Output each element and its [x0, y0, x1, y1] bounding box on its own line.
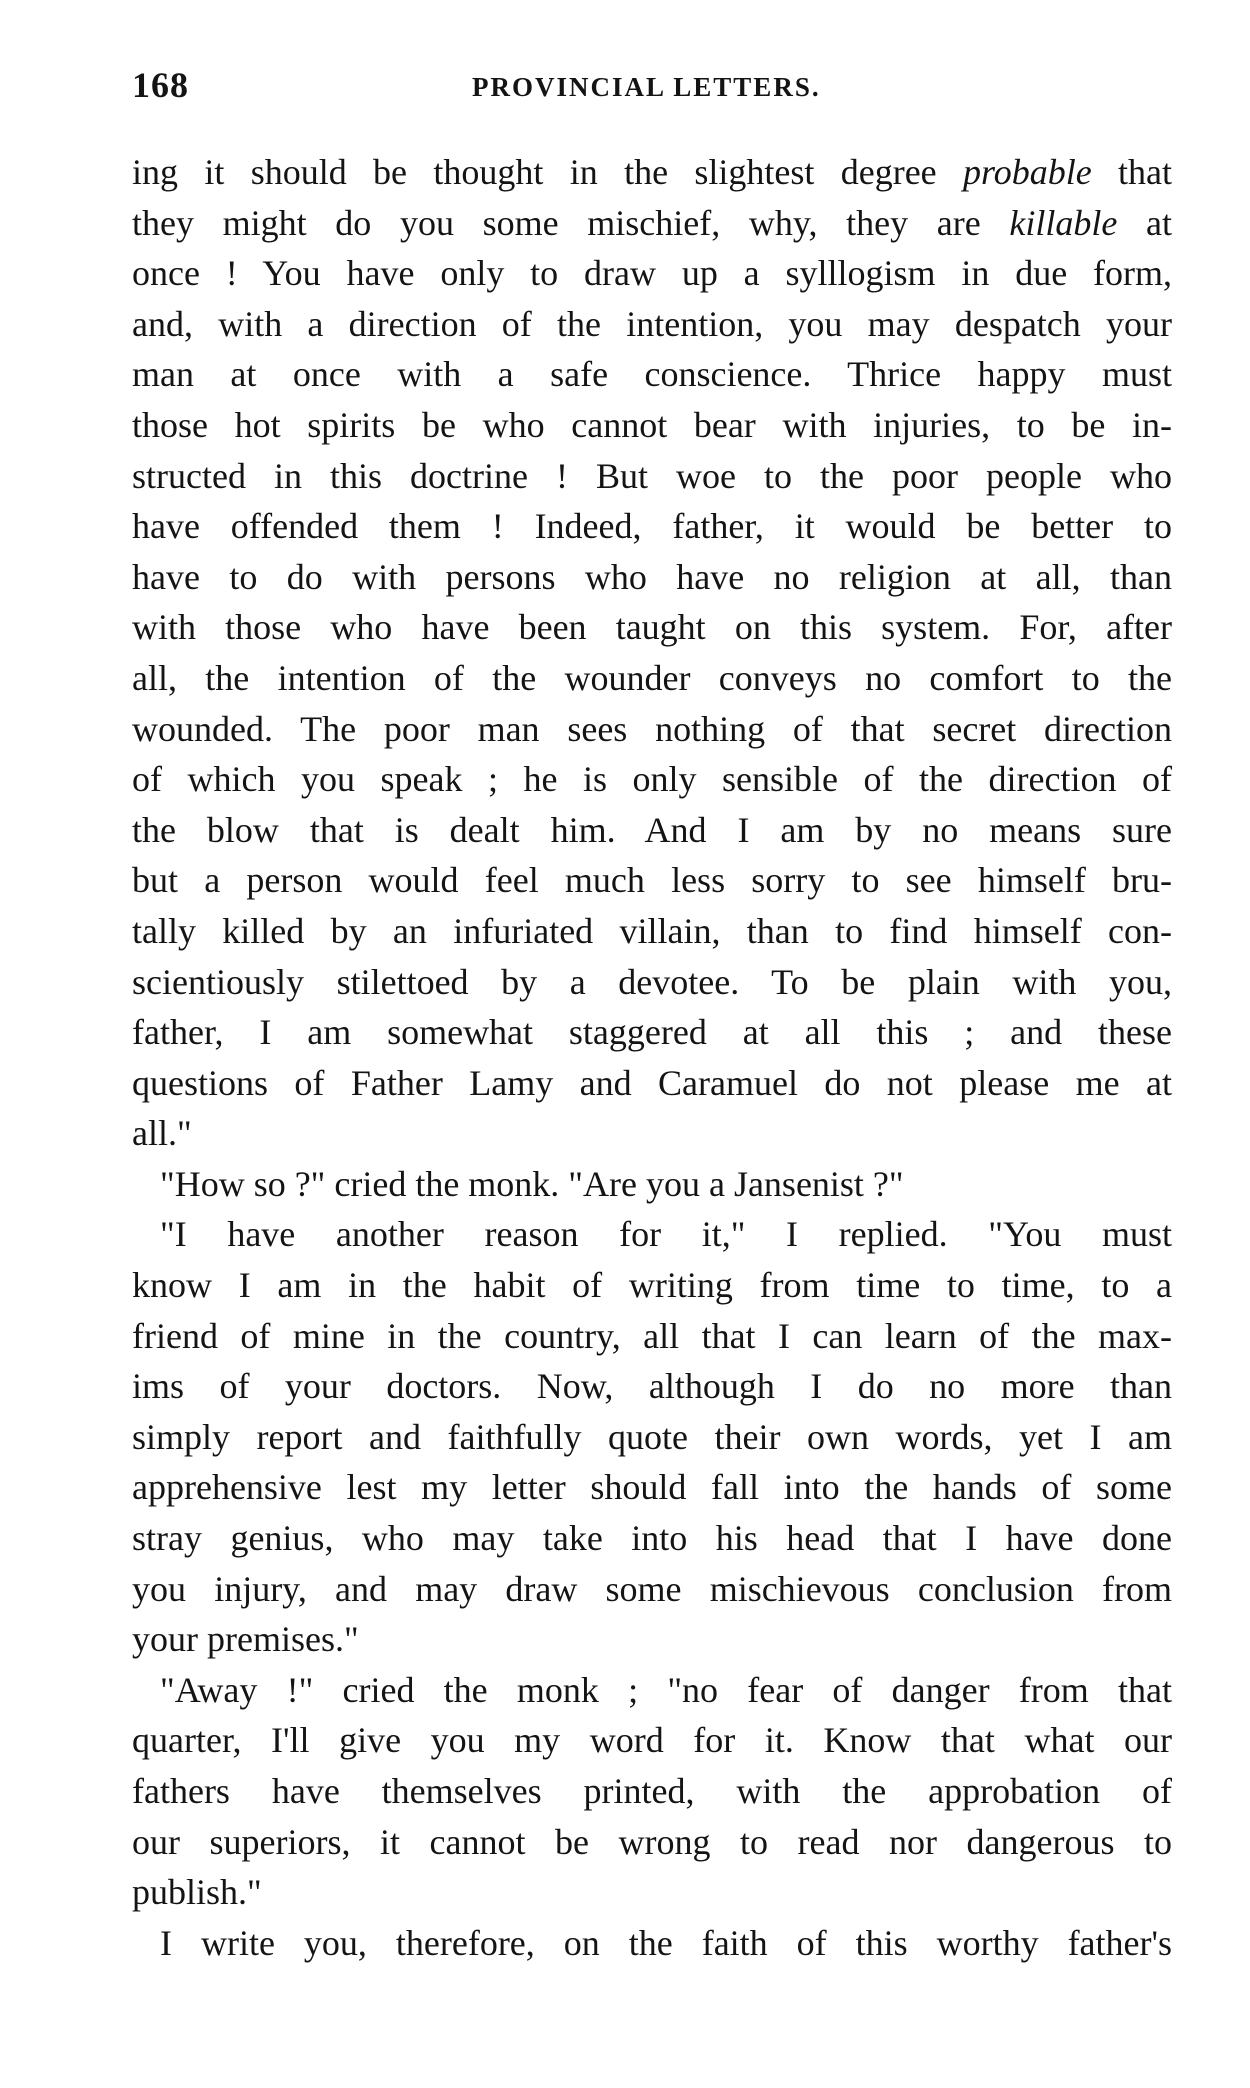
text-line: those hot spirits be who cannot bear with injuries, to be in- [132, 404, 1172, 445]
text-line: ing it should be thought in the slightest degree probable that [132, 152, 1172, 192]
text-line: they might do you some mischief, why, they are killable at [132, 202, 1172, 243]
text-line: wounded. The poor man sees nothing of that secret direction [132, 708, 1172, 749]
text-line: and, with a direction of the intention, you may despatch your [132, 303, 1172, 344]
text-line: of which you speak ; he is only sensible of the direction of [132, 759, 1172, 800]
text-line: once ! You have only to draw up a sylllogism in due form, [132, 253, 1172, 294]
text-line: all." [132, 1113, 192, 1154]
text-line: quarter, I'll give you my word for it. Know that what our [132, 1720, 1172, 1761]
text-line: tally killed by an infuriated villain, than to find himself con- [132, 910, 1172, 951]
text-line: "Away !" cried the monk ; "no fear of danger from that [160, 1669, 1172, 1710]
text-line: all, the intention of the wounder conveys no comfort to the [132, 657, 1172, 698]
text-body [132, 147, 1172, 1968]
text-line: know I am in the habit of writing from time to time, to a [132, 1265, 1172, 1306]
text-line: questions of Father Lamy and Caramuel do not please me at [132, 1062, 1172, 1103]
text-line: "How so ?" cried the monk. "Are you a Jansenist ?" [160, 1163, 904, 1204]
text-line: stray genius, who may take into his head that I have done [132, 1518, 1172, 1559]
text-line: your premises." [132, 1619, 359, 1660]
text-line: but a person would feel much less sorry to see himself bru- [132, 860, 1172, 901]
text-line: the blow that is dealt him. And I am by no means sure [132, 809, 1172, 850]
text-line: our superiors, it cannot be wrong to read nor dangerous to [132, 1821, 1172, 1862]
text-line: structed in this doctrine ! But woe to the poor people who [132, 455, 1172, 496]
text-line: father, I am somewhat staggered at all this ; and these [132, 1012, 1172, 1053]
text-line: scientiously stilettoed by a devotee. To be plain with you, [132, 961, 1172, 1002]
text-line: ims of your doctors. Now, although I do no more than [132, 1366, 1172, 1407]
text-line: "I have another reason for it," I replied. "You must [160, 1214, 1172, 1255]
text-line: publish." [132, 1872, 262, 1913]
text-line: have to do with persons who have no religion at all, than [132, 556, 1172, 597]
text-line: I write you, therefore, on the faith of this worthy father's [160, 1922, 1172, 1963]
text-line: man at once with a safe conscience. Thrice happy must [132, 354, 1172, 395]
text-line: have offended them ! Indeed, father, it would be better to [132, 506, 1172, 547]
text-line: fathers have themselves printed, with the approbation of [132, 1771, 1172, 1811]
text-line: simply report and faithfully quote their own words, yet I am [132, 1416, 1172, 1457]
text-line: apprehensive lest my letter should fall into the hands of some [132, 1467, 1172, 1508]
page-number: 168 [132, 65, 189, 105]
text-line: friend of mine in the country, all that I can learn of the max- [132, 1315, 1172, 1356]
running-head [132, 58, 1172, 118]
running-title: PROVINCIAL LETTERS. [472, 72, 821, 102]
text-line: with those who have been taught on this system. For, after [132, 607, 1172, 648]
text-line: you injury, and may draw some mischievous conclusion from [132, 1568, 1172, 1609]
